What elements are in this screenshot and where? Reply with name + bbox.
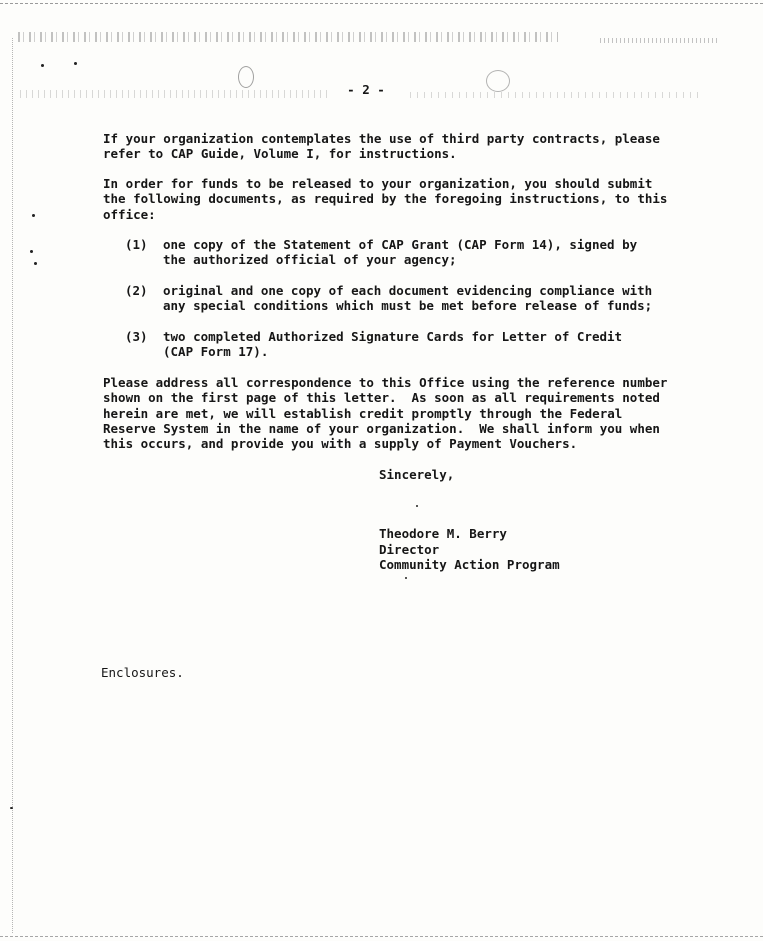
punch-mark xyxy=(238,66,254,88)
scan-speck xyxy=(30,250,33,253)
text-line: office: xyxy=(103,206,156,222)
text-line: If your organization contemplates the use of third party contracts, please xyxy=(103,131,660,146)
scan-speck xyxy=(41,64,44,67)
text-line: Please address all correspondence to this Office using the reference number xyxy=(103,375,668,390)
paragraph-third-party xyxy=(103,131,660,162)
text-line: herein are met, we will establish credit promptly through the Federal xyxy=(103,405,623,421)
paragraph-correspondence xyxy=(103,375,667,451)
scan-speck xyxy=(32,214,35,217)
text-line: (CAP Form 17). xyxy=(163,344,269,360)
text-line: Reserve System in the name of your organization. We shall inform you when xyxy=(103,420,660,436)
list-item-number: (2) xyxy=(125,283,148,298)
letterhead-bleed-right xyxy=(600,38,720,43)
text-line: the following documents, as required by the foregoing instructions, to this xyxy=(103,191,668,207)
text-line: two completed Authorized Signature Cards for Letter of Credit xyxy=(163,329,623,344)
letterhead-bleed xyxy=(18,32,558,42)
paragraph-funds-release xyxy=(103,176,667,222)
text-line: In order for funds to be released to your organization, you should submit xyxy=(103,176,653,191)
text-line: shown on the first page of this letter. As soon as all requirements noted xyxy=(103,390,660,406)
text-line: refer to CAP Guide, Volume I, for instructions. xyxy=(103,146,457,162)
closing-salutation: Sincerely, xyxy=(379,467,455,482)
list-item-text xyxy=(163,283,652,314)
text-line: original and one copy of each document evidencing compliance with xyxy=(163,283,653,298)
scan-edge-top xyxy=(0,3,763,4)
scan-speck xyxy=(34,262,37,265)
header-bleed-left xyxy=(20,90,330,98)
text-line: any special conditions which must be met before release of funds; xyxy=(163,298,653,314)
stamp-circle xyxy=(486,70,510,92)
scan-speck xyxy=(416,505,418,507)
scan-edge-bottom xyxy=(0,936,763,937)
signature-block xyxy=(379,526,560,573)
text-line: this occurs, and provide you with a supply of Payment Vouchers. xyxy=(103,436,578,452)
signer-organization: Community Action Program xyxy=(379,557,560,572)
scan-speck xyxy=(405,577,407,579)
page-number: - 2 - xyxy=(347,82,385,97)
binding-edge xyxy=(12,38,13,933)
scan-speck xyxy=(10,807,13,809)
list-item-text xyxy=(163,329,622,360)
header-bleed-right xyxy=(410,92,700,98)
list-item-text xyxy=(163,237,637,268)
text-line: the authorized official of your agency; xyxy=(163,252,457,268)
list-item-number: (1) xyxy=(125,237,148,252)
signer-name: Theodore M. Berry xyxy=(379,526,507,541)
signer-title: Director xyxy=(379,541,440,557)
scan-speck xyxy=(74,62,77,65)
text-line: one copy of the Statement of CAP Grant (CAP Form 14), signed by xyxy=(163,237,638,252)
enclosures-note: Enclosures. xyxy=(101,665,184,680)
list-item-number: (3) xyxy=(125,329,148,344)
